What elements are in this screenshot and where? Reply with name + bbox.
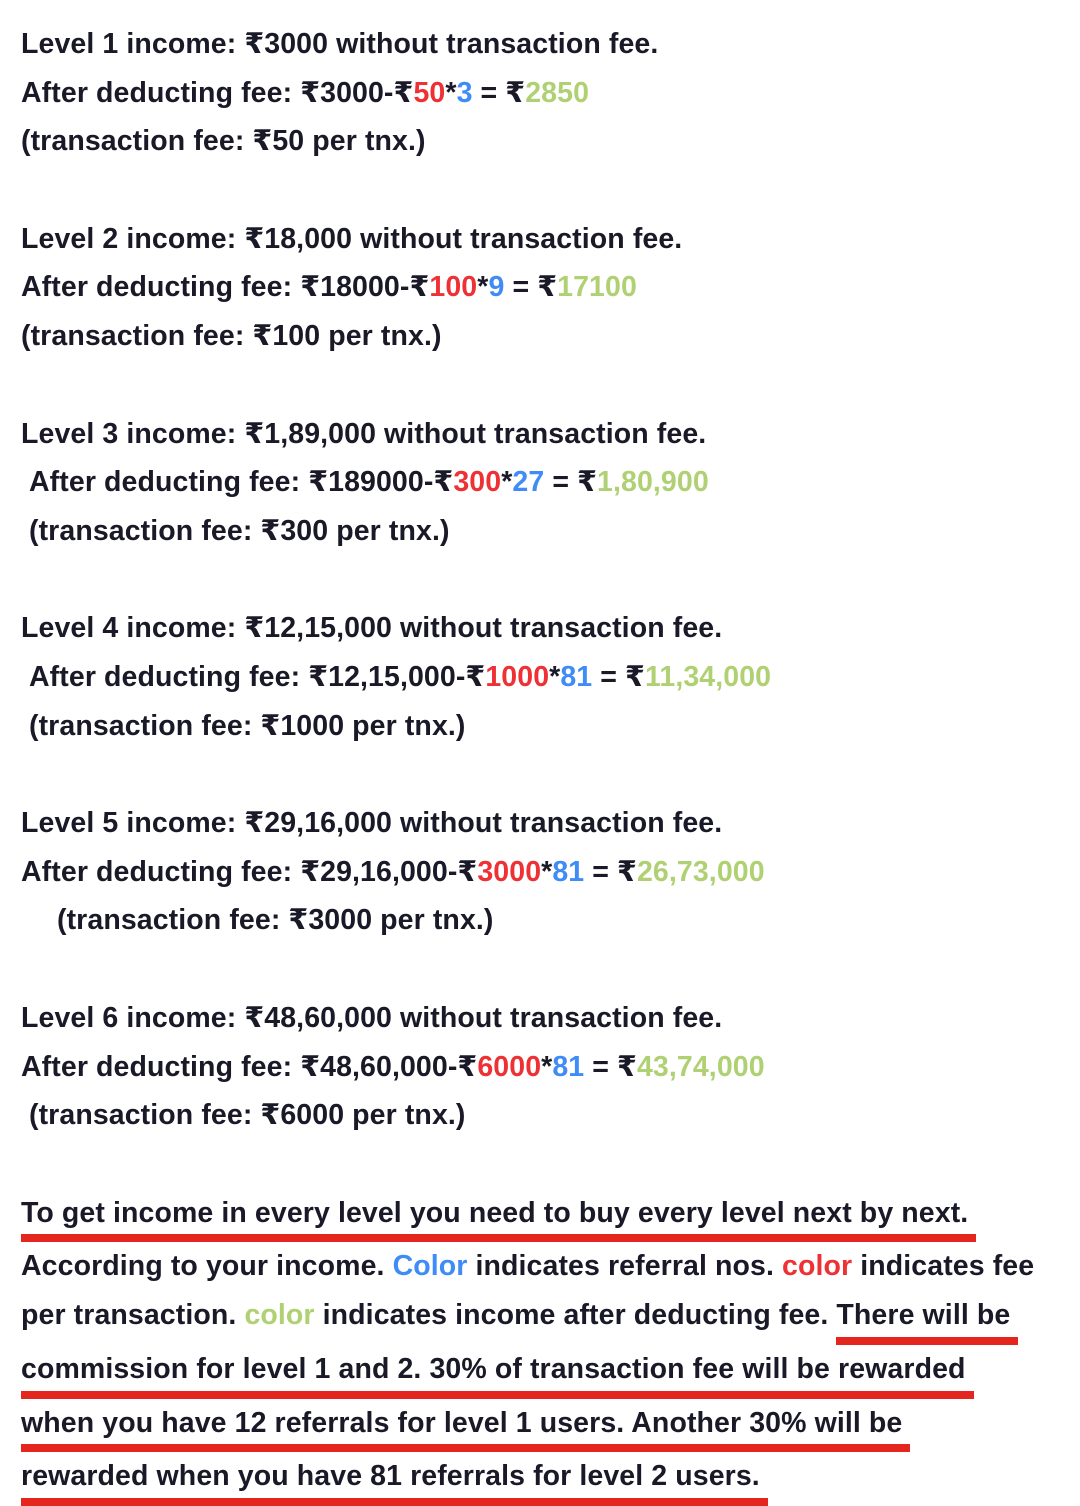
formula-prefix: After deducting fee: ₹48,60,000-₹ [21, 1050, 478, 1083]
multiply-sign: * [541, 855, 553, 888]
level-block-6 [21, 994, 1066, 1140]
footer-text: indicates fee [852, 1250, 1035, 1283]
fee-amount: 3000 [477, 855, 542, 888]
level-block-1 [21, 20, 1066, 166]
level-income-line: Level 1 income: ₹3000 without transaction fee. [21, 28, 659, 60]
income-result: 43,74,000 [636, 1050, 765, 1083]
level-block-4 [21, 604, 1066, 750]
level-income-line: Level 3 income: ₹1,89,000 without transaction fee. [21, 417, 707, 450]
footer-text: According to your income. [21, 1250, 393, 1283]
referral-count: 9 [488, 271, 505, 304]
multiply-sign: * [477, 271, 489, 304]
fee-note-line: (transaction fee: ₹1000 per tnx.) [29, 709, 466, 742]
formula-prefix: After deducting fee: ₹3000-₹ [21, 76, 414, 109]
formula-prefix: After deducting fee: ₹189000-₹ [29, 466, 454, 499]
equals-sign: = ₹ [592, 660, 645, 693]
equals-sign: = ₹ [504, 271, 558, 304]
fee-note-line: (transaction fee: ₹50 per tnx.) [21, 125, 426, 158]
referral-count: 27 [512, 466, 545, 499]
level-income-line: Level 5 income: ₹29,16,000 without transaction fee. [21, 807, 723, 840]
footer-text: indicates referral nos. [467, 1250, 783, 1283]
formula-prefix: After deducting fee: ₹18000-₹ [21, 271, 430, 304]
income-result: 26,73,000 [636, 855, 765, 888]
income-result: 1,80,900 [597, 466, 709, 499]
underlined-text: rewarded when you have 81 referrals for level 2 users. [21, 1460, 768, 1506]
formula-prefix: After deducting fee: ₹12,15,000-₹ [29, 660, 486, 693]
footer-line-1 [21, 1189, 1066, 1243]
level-formula-line [21, 458, 1066, 507]
multiply-sign: * [501, 466, 513, 499]
fee-amount: 6000 [477, 1050, 542, 1083]
level-formula-line [21, 69, 1066, 118]
fee-note-line: (transaction fee: ₹100 per tnx.) [21, 319, 442, 352]
level-formula-line [21, 1043, 1066, 1092]
footer-line-2 [21, 1242, 1066, 1291]
level-income-line: Level 2 income: ₹18,000 without transaction fee. [21, 222, 683, 255]
footer-line-3 [21, 1291, 1066, 1345]
fee-note-line: (transaction fee: ₹3000 per tnx.) [57, 904, 494, 937]
multiply-sign: * [445, 76, 457, 109]
level-block-2 [21, 215, 1066, 361]
fee-amount: 50 [413, 76, 446, 109]
fee-note-line: (transaction fee: ₹300 per tnx.) [29, 514, 450, 547]
multiply-sign: * [549, 660, 561, 693]
formula-prefix: After deducting fee: ₹29,16,000-₹ [21, 855, 478, 888]
color-word-red: color [782, 1250, 853, 1283]
underlined-text: commission for level 1 and 2. 30% of transaction fee will be rewarded [21, 1353, 974, 1399]
income-result: 11,34,000 [644, 660, 772, 693]
equals-sign: = ₹ [584, 855, 637, 888]
income-result: 2850 [525, 76, 590, 109]
income-result: 17100 [557, 271, 637, 304]
referral-count: 81 [552, 1050, 585, 1083]
level-formula-line [21, 848, 1066, 897]
underlined-text: There will be [836, 1299, 1018, 1345]
underlined-text: when you have 12 referrals for level 1 users. Another 30% will be [21, 1407, 910, 1453]
footer-paragraph [21, 1189, 1066, 1506]
fee-amount: 1000 [485, 660, 550, 693]
color-word-blue: Color [392, 1250, 468, 1283]
equals-sign: = ₹ [472, 76, 526, 109]
level-formula-line [21, 263, 1066, 312]
color-word-green: color [244, 1299, 315, 1332]
referral-count: 81 [552, 855, 585, 888]
footer-text: indicates income after deducting fee. [314, 1299, 837, 1332]
fee-amount: 100 [429, 271, 478, 304]
footer-line-6 [21, 1452, 1066, 1506]
referral-count: 81 [560, 660, 593, 693]
level-income-line: Level 4 income: ₹12,15,000 without transaction fee. [21, 612, 723, 645]
level-formula-line [21, 653, 1066, 702]
underlined-text: To get income in every level you need to buy every level next by next. [21, 1197, 976, 1243]
level-block-3 [21, 410, 1066, 556]
level-block-5 [21, 799, 1066, 945]
referral-count: 3 [456, 76, 473, 109]
fee-note-line: (transaction fee: ₹6000 per tnx.) [29, 1099, 466, 1132]
fee-amount: 300 [453, 466, 502, 499]
footer-text: per transaction. [21, 1299, 245, 1332]
footer-line-5 [21, 1399, 1066, 1453]
equals-sign: = ₹ [584, 1050, 637, 1083]
footer-line-4 [21, 1345, 1066, 1399]
equals-sign: = ₹ [544, 466, 598, 499]
level-income-line: Level 6 income: ₹48,60,000 without transaction fee. [21, 1001, 723, 1034]
multiply-sign: * [541, 1050, 553, 1083]
